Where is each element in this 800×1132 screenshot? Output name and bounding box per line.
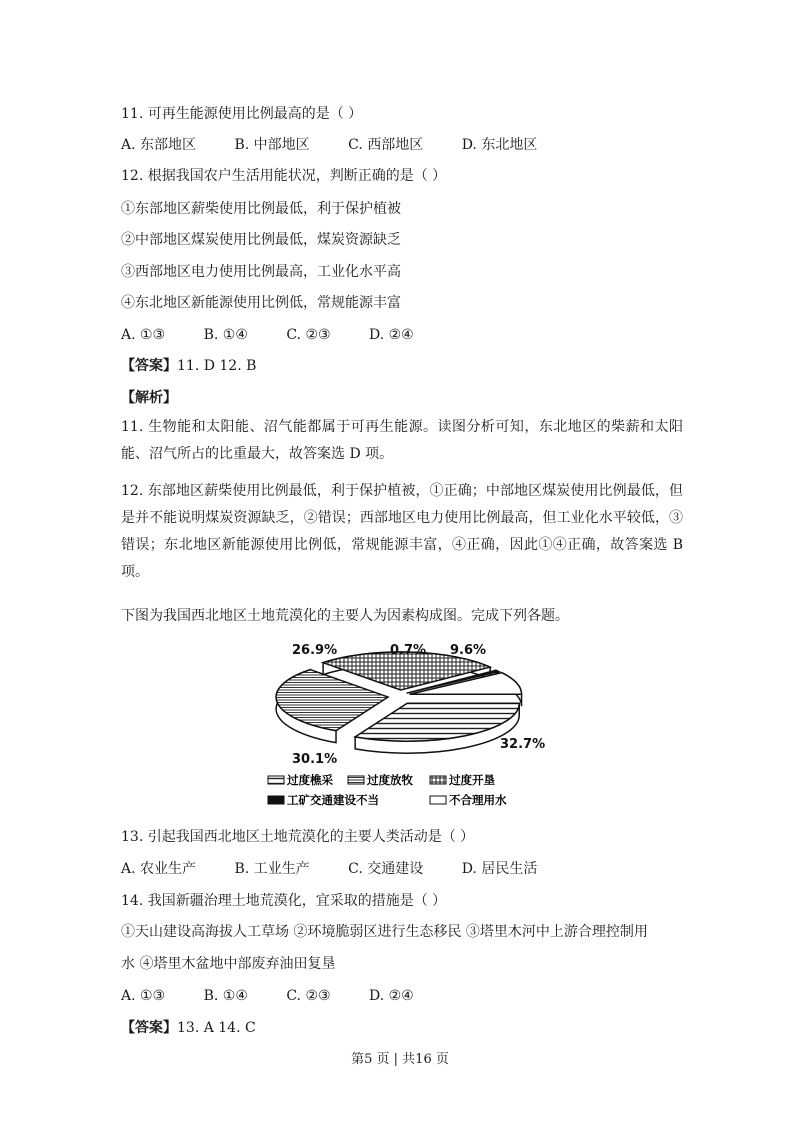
legend-swatch-5 <box>430 796 446 804</box>
legend-swatch-4 <box>268 796 284 804</box>
desertification-pie-chart <box>262 636 546 812</box>
legend-label-4: 工矿交通建设不当 <box>287 793 379 807</box>
legend-swatch-2 <box>348 776 364 784</box>
q12-statement-1: ①东部地区薪柴使用比例最低，利于保护植被 <box>121 201 401 217</box>
q12-statement-2: ②中部地区煤炭使用比例最低，煤炭资源缺乏 <box>121 232 401 248</box>
q13-stem: 13. 引起我国西北地区土地荒漠化的主要人类活动是（ ） <box>121 829 475 845</box>
q13-option-b: B. 工业生产 <box>234 861 310 877</box>
q11-option-c: C. 西部地区 <box>348 137 424 153</box>
answer-text: 11. D 12. B <box>177 358 257 374</box>
q12-option-c: C. ②③ <box>286 327 331 343</box>
answer-label: 【答案】 <box>121 1020 177 1036</box>
q12-option-d: D. ②④ <box>369 327 414 343</box>
q14-statements-line-1: ①天山建设高海拔人工草场 ②环境脆弱区进行生态移民 ③塔里木河中上游合理控制用 <box>121 924 648 940</box>
legend-swatch-1 <box>268 776 284 784</box>
pie-label-5: 9.6% <box>450 643 487 658</box>
pie-label-2: 30.1% <box>292 752 338 767</box>
q13-option-c: C. 交通建设 <box>348 861 424 877</box>
q11-option-a: A. 东部地区 <box>121 137 197 153</box>
explanation-11: 11. 生物能和太阳能、沼气能都属于可再生能源。读图分析可知，东北地区的柴薪和太阳能、沼气所占的比重最大，故答案选 D 项。 <box>121 419 683 462</box>
q13-options <box>121 859 571 879</box>
legend-swatch-3 <box>430 776 446 784</box>
legend-label-1: 过度樵采 <box>287 773 333 787</box>
pie-slice-1 <box>355 703 519 753</box>
q14-option-c: C. ②③ <box>286 988 331 1004</box>
q12-statement-4: ④东北地区新能源使用比例低，常规能源丰富 <box>121 295 401 311</box>
q14-statements-line-2: 水 ④塔里木盆地中部废弃油田复垦 <box>121 956 336 972</box>
explanation-12: 12. 东部地区薪柴使用比例最低，利于保护植被，①正确；中部地区煤炭使用比例最低，但是并不能说明煤炭资源缺乏，②错误；西部地区电力使用比例最高，但工业化水平较低，③错误；东北地区新能源使用比例低，常规能源丰富，④正确，因此①④正确，故答案选 B 项。 <box>121 483 683 580</box>
pie-label-3: 26.9% <box>292 643 338 658</box>
legend-item-3 <box>430 773 495 787</box>
legend-label-3: 过度开垦 <box>449 773 495 787</box>
q12-option-b: B. ①④ <box>203 327 248 343</box>
chart-intro: 下图为我国西北地区土地荒漠化的主要人为因素构成图。完成下列各题。 <box>121 608 569 624</box>
q13-option-a: A. 农业生产 <box>121 861 197 877</box>
pie-label-4: 0.7% <box>390 643 427 658</box>
answer-block-2 <box>121 1018 256 1038</box>
q12-options <box>121 325 448 345</box>
legend-item-2 <box>348 773 413 787</box>
analysis-label: 【解析】 <box>121 390 177 406</box>
q12-statement-3: ③西部地区电力使用比例最高，工业化水平高 <box>121 264 401 280</box>
legend-item-1 <box>268 773 333 787</box>
q14-stem: 14. 我国新疆治理土地荒漠化，宜采取的措施是（ ） <box>121 893 447 909</box>
answer-label: 【答案】 <box>121 358 177 374</box>
q11-stem: 11. 可再生能源使用比例最高的是（ ） <box>121 106 363 122</box>
q14-option-d: D. ②④ <box>369 988 414 1004</box>
q11-option-d: D. 东北地区 <box>461 137 538 153</box>
answer-block-1 <box>121 356 256 376</box>
legend-label-5: 不合理用水 <box>449 793 507 807</box>
q13-option-d: D. 居民生活 <box>461 861 538 877</box>
answer-text: 13. A 14. C <box>177 1020 256 1036</box>
legend-item-5 <box>430 793 507 807</box>
page-footer: 第5 页 | 共16 页 <box>351 1052 449 1067</box>
pie-label-1: 32.7% <box>500 737 546 752</box>
q14-options <box>121 986 448 1006</box>
legend-item-4 <box>268 793 379 807</box>
q11-options <box>121 135 571 155</box>
legend-label-2: 过度放牧 <box>367 773 413 787</box>
q11-option-b: B. 中部地区 <box>234 137 310 153</box>
q12-stem: 12. 根据我国农户生活用能状况，判断正确的是（ ） <box>121 168 447 184</box>
q14-option-b: B. ①④ <box>203 988 248 1004</box>
q14-option-a: A. ①③ <box>121 988 166 1004</box>
q12-option-a: A. ①③ <box>121 327 166 343</box>
